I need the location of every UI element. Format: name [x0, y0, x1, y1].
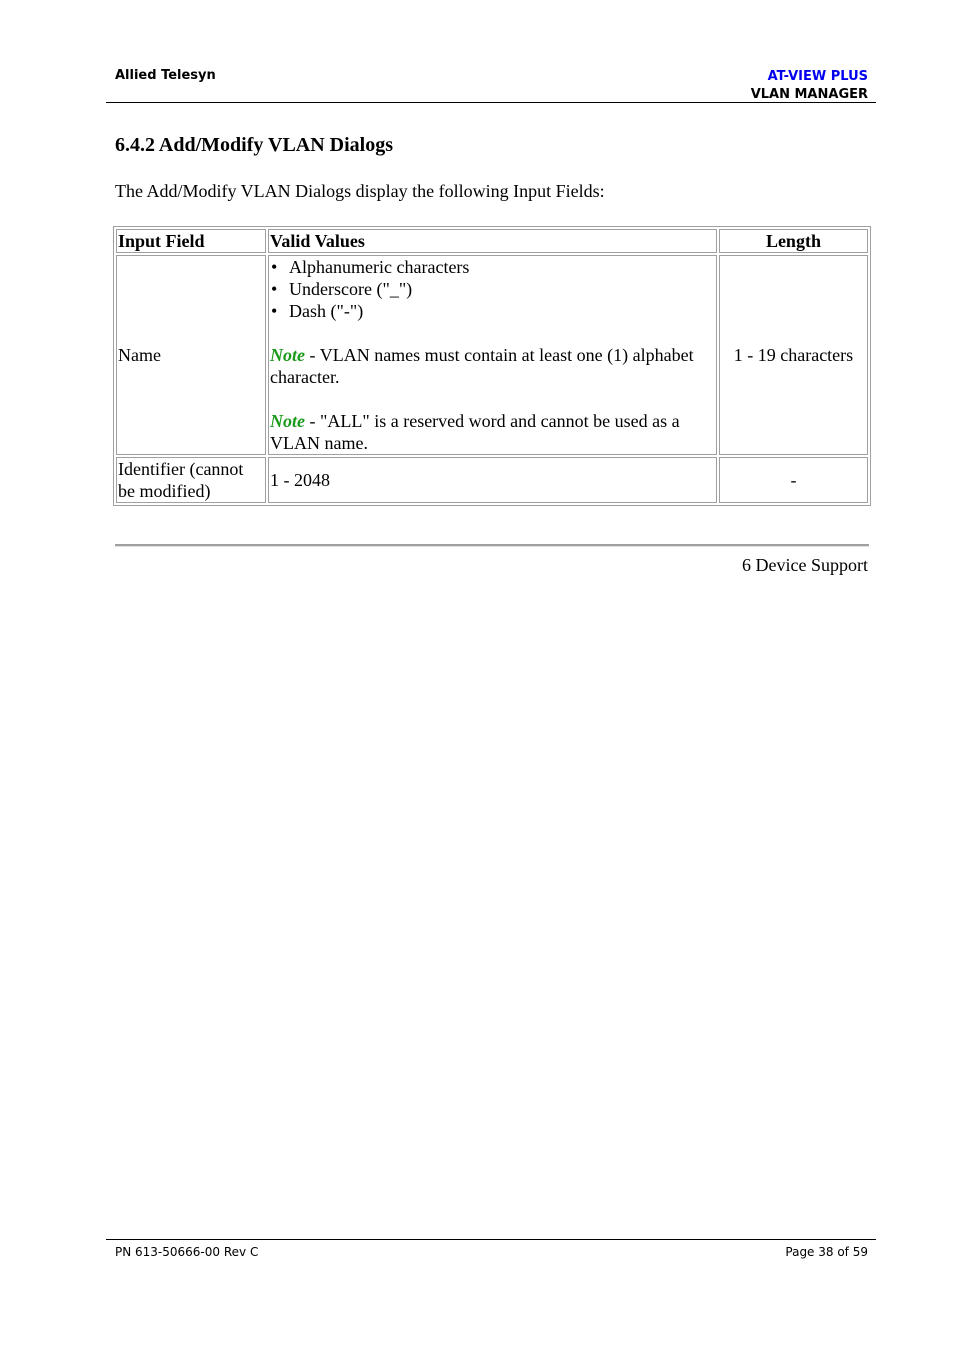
- cell-length-name: 1 - 19 characters: [719, 255, 868, 455]
- cell-valid-values-identifier: 1 - 2048: [268, 457, 717, 503]
- table-row: [116, 457, 868, 503]
- cell-field-name: Name: [116, 255, 266, 455]
- table-row: [116, 255, 868, 455]
- table-header-row: [116, 229, 868, 253]
- cell-field-identifier: Identifier (cannot be modified): [116, 457, 266, 503]
- cell-valid-values-name: [268, 255, 717, 455]
- note-text: - VLAN names must contain at least one (1) alphabet character.: [270, 345, 694, 387]
- content-divider: [115, 544, 869, 547]
- valid-values-list: [270, 256, 715, 322]
- spacer: [270, 388, 715, 410]
- header-length: Length: [719, 229, 868, 253]
- note-label: Note: [270, 345, 306, 365]
- header-input-field: Input Field: [116, 229, 266, 253]
- spacer: [270, 322, 715, 344]
- list-item: • Alphanumeric characters: [289, 256, 715, 278]
- footer-divider: [106, 1239, 876, 1240]
- section-title: 6.4.2 Add/Modify VLAN Dialogs: [115, 134, 394, 156]
- note-text: - "ALL" is a reserved word and cannot be used as a VLAN name.: [270, 411, 680, 453]
- section-intro: The Add/Modify VLAN Dialogs display the following Input Fields:: [115, 181, 605, 201]
- footer-part-number: PN 613-50666-00 Rev C: [115, 1245, 259, 1259]
- list-item: • Dash ("-"): [289, 300, 715, 322]
- header-product: AT-VIEW PLUS: [767, 69, 868, 84]
- input-fields-table: [113, 226, 871, 506]
- header-module: VLAN MANAGER: [750, 87, 868, 102]
- note-alphabet: [270, 344, 715, 388]
- footer-page-number: Page 38 of 59: [785, 1245, 868, 1259]
- header-valid-values: Valid Values: [268, 229, 717, 253]
- header-product-block: [751, 68, 868, 104]
- header-divider: [106, 102, 876, 103]
- list-item: • Underscore ("_"): [289, 278, 715, 300]
- note-reserved-word: [270, 410, 715, 454]
- next-section-link[interactable]: 6 Device Support: [742, 555, 868, 575]
- header-company: Allied Telesyn: [115, 68, 216, 83]
- cell-length-identifier: -: [719, 457, 868, 503]
- note-label: Note: [270, 411, 306, 431]
